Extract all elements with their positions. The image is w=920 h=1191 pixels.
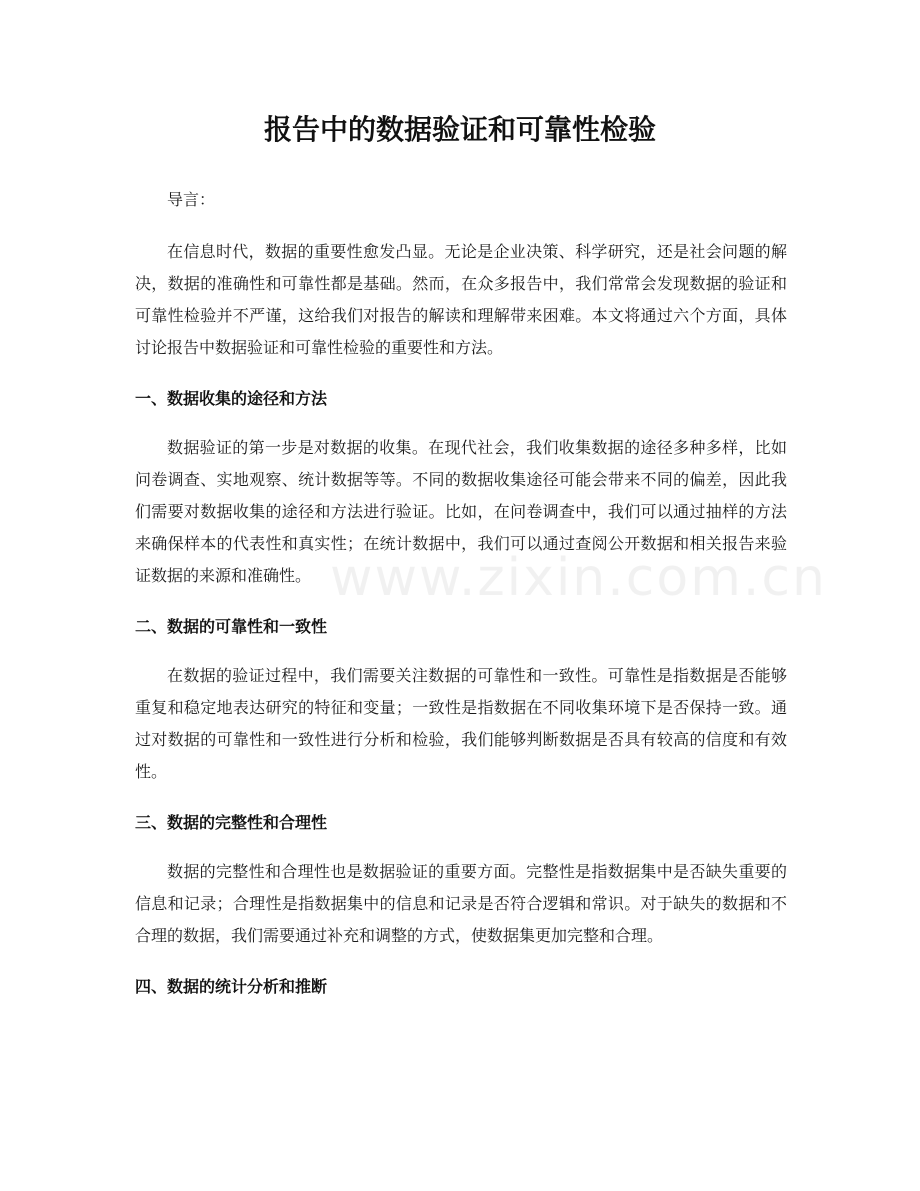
section-paragraph-1: 数据验证的第一步是对数据的收集。在现代社会，我们收集数据的途径多种多样，比如问卷调查、实地观察、统计数据等等。不同的数据收集途径可能会带来不同的偏差，因此我们需要对数据收集的途径和方法进行验证。比如，在问卷调查中，我们可以通过抽样的方法来确保样本的代表性和真实性；在统计数据中，我们可以通过查阅公开数据和相关报告来验证数据的来源和准确性。 <box>135 438 787 585</box>
intro-label: 导言： <box>167 190 216 209</box>
section-heading-4: 四、数据的统计分析和推断 <box>135 977 328 996</box>
section-paragraph-2: 在数据的验证过程中，我们需要关注数据的可靠性和一致性。可靠性是指数据是否能够重复和稳定地表达研究的特征和变量；一致性是指数据在不同收集环境下是否保持一致。通过对数据的可靠性和一致性进行分析和检验，我们能够判断数据是否具有较高的信度和有效性。 <box>135 666 787 781</box>
section-heading-2: 二、数据的可靠性和一致性 <box>135 617 328 636</box>
section-heading-3: 三、数据的完整性和合理性 <box>135 813 328 832</box>
document-title: 报告中的数据验证和可靠性检验 <box>263 113 656 146</box>
section-paragraph-3: 数据的完整性和合理性也是数据验证的重要方面。完整性是指数据集中是否缺失重要的信息和记录；合理性是指数据集中的信息和记录是否符合逻辑和常识。对于缺失的数据和不合理的数据，我们需要通过补充和调整的方式，使数据集更加完整和合理。 <box>135 862 787 945</box>
intro-paragraph: 在信息时代，数据的重要性愈发凸显。无论是企业决策、科学研究，还是社会问题的解决，数据的准确性和可靠性都是基础。然而，在众多报告中，我们常常会发现数据的验证和可靠性检验并不严谨，这给我们对报告的解读和理解带来困难。本文将通过六个方面，具体讨论报告中数据验证和可靠性检验的重要性和方法。 <box>135 242 787 357</box>
section-heading-1: 一、数据收集的途径和方法 <box>135 389 328 408</box>
watermark-text: www.zixin.com.cn <box>330 548 827 608</box>
document-body <box>135 184 787 1020</box>
